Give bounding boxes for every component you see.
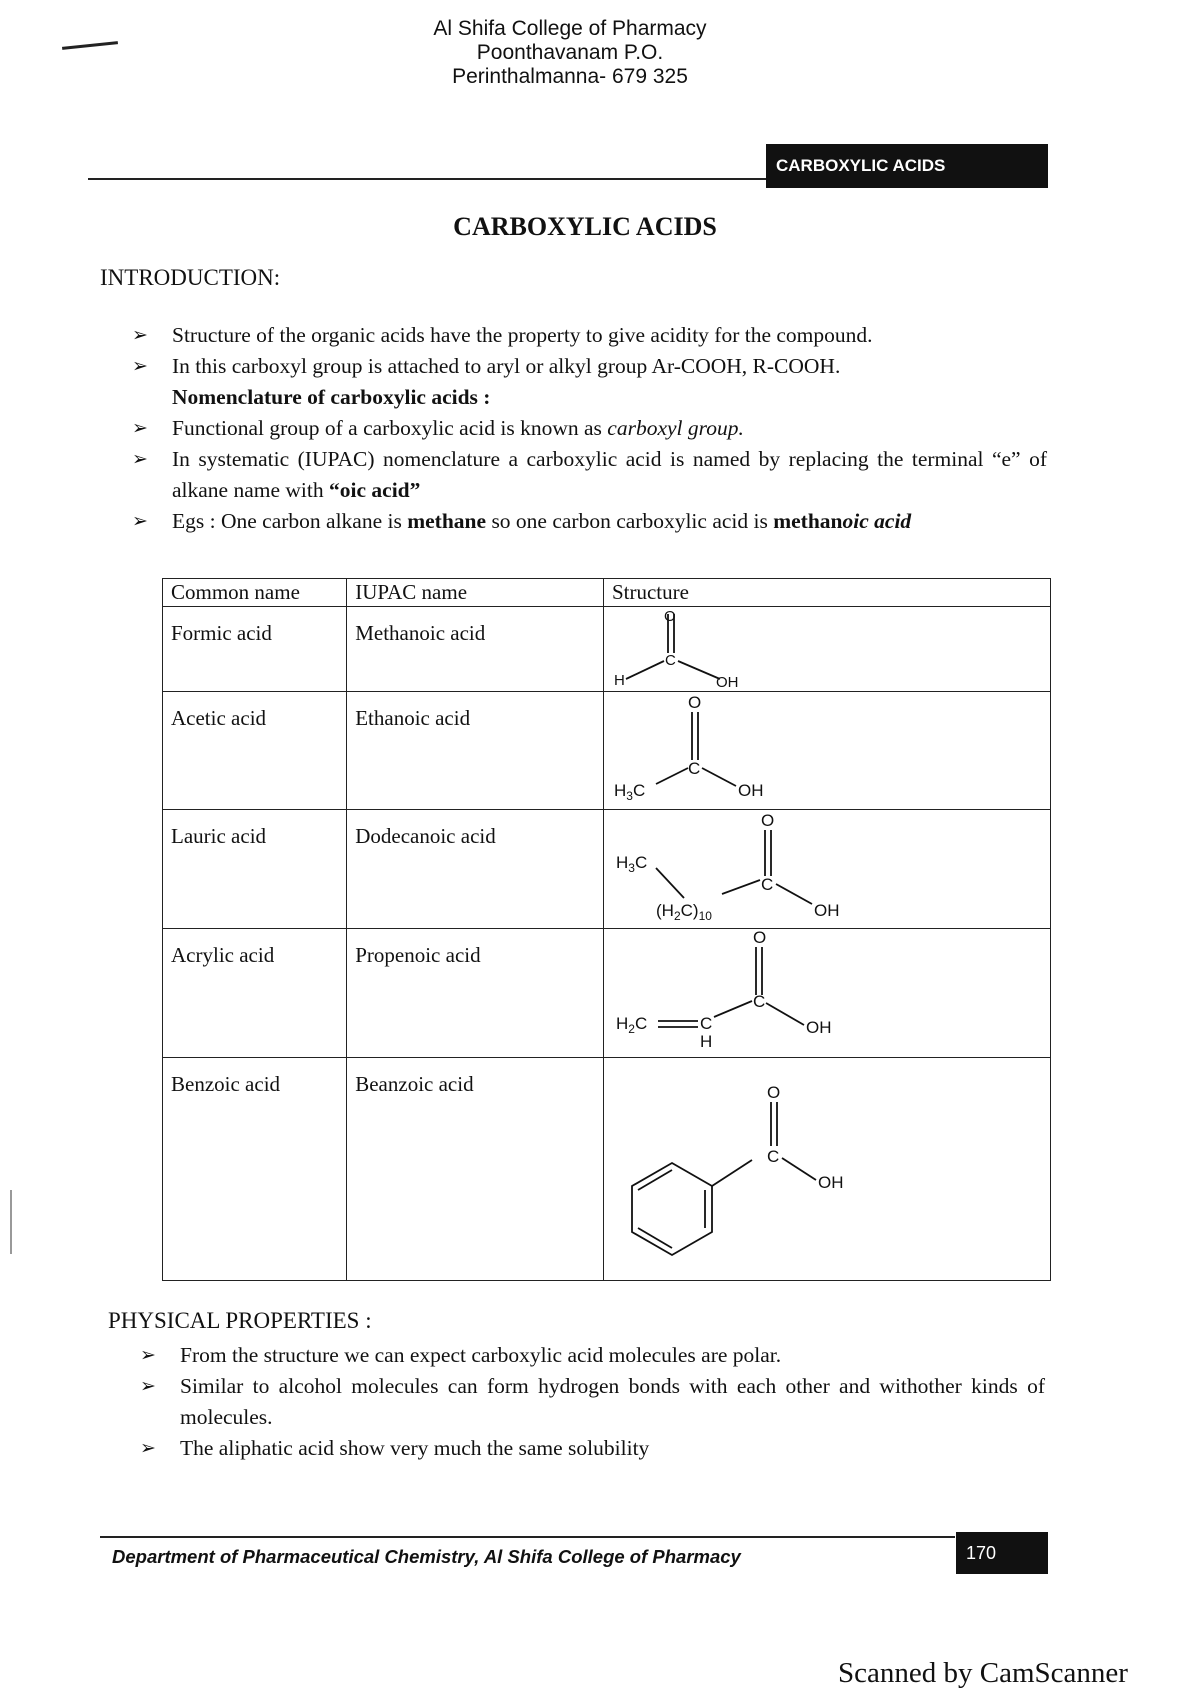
list-item: ➢ From the structure we can expect carboxylic acid molecules are polar. [140,1340,1045,1371]
common-name-cell: Formic acid [163,607,347,692]
structure-cell [603,607,1050,692]
list-item: ➢ Similar to alcohol molecules can form hydrogen bonds with each other and withother kinds of molecules. [140,1371,1045,1433]
column-header-iupac: IUPAC name [347,579,604,607]
list-item: ➢ Structure of the organic acids have the property to give acidity for the compound. [132,320,1047,351]
arrow-bullet-icon: ➢ [140,1437,156,1459]
list-item: ➢ Functional group of a carboxylic acid is known as carboxyl group. [132,413,1047,444]
header-rule [88,178,768,180]
structure-cell [603,810,1050,929]
common-name-cell: Benzoic acid [163,1058,347,1281]
svg-text:C: C [760,875,774,894]
carbon-label: C [664,652,676,669]
footer-rule [100,1536,955,1538]
iupac-name-cell: Propenoic acid [347,929,604,1058]
college-address: Poonthavanam P.O. [476,41,664,64]
table-row [163,929,1051,1058]
table-row [163,607,1051,692]
footer-department: Department of Pharmaceutical Chemistry, Al Shifa College of Pharmacy [112,1546,741,1567]
arrow-bullet-icon: ➢ [140,1344,156,1366]
acids-table [162,578,1051,1281]
iupac-name-cell: Beanzoic acid [347,1058,604,1281]
arrow-bullet-icon: ➢ [132,448,148,470]
scanner-watermark: Scanned by CamScanner [838,1657,1128,1689]
list-item: ➢ In systematic (IUPAC) nomenclature a carboxylic acid is named by replacing the terminal “e” of alkane name with “oic acid” [132,444,1047,506]
svg-text:H: H [699,1032,713,1051]
svg-text:OH: OH [817,1173,844,1192]
table-row [163,1058,1051,1281]
methyl-label: $H_3C$ [615,853,648,875]
column-header-structure: Structure [603,579,1050,607]
physical-properties-list [140,1340,1045,1464]
svg-text:O: O [766,1083,781,1102]
list-item: ➢ The aliphatic acid show very much the same solubility [140,1433,1045,1464]
introduction-heading: INTRODUCTION: [100,265,281,290]
column-header-common: Common name [163,579,347,607]
introduction-list [132,320,1047,537]
hydroxyl-label: OH [715,674,739,691]
svg-text:OH: OH [805,1018,832,1037]
arrow-bullet-icon: ➢ [132,355,148,377]
table-header-row [163,579,1051,607]
arrow-bullet-icon: ➢ [132,324,148,346]
arrow-bullet-icon: ➢ [140,1375,156,1397]
common-name-cell: Acrylic acid [163,929,347,1058]
oxygen-label: O [663,608,676,625]
formic-acid-structure [604,607,1050,691]
page-number: 170 [956,1532,1048,1574]
list-item: ➢ Egs : One carbon alkane is methane so one carbon carboxylic acid is methanoic acid [132,506,1047,537]
arrow-bullet-icon: ➢ [132,510,148,532]
svg-text:C: C [699,1014,713,1033]
methylene-chain-label: $(H_2C)_{10}$ [655,901,712,923]
hydrogen-label: H [613,672,625,689]
chapter-tag: CARBOXYLIC ACIDS [766,144,1048,188]
svg-text:O: O [752,929,767,947]
nomenclature-heading: Nomenclature of carboxylic acids : [172,385,491,409]
structure-cell [603,692,1050,810]
svg-text:C: C [766,1147,780,1166]
iupac-name-cell: Methanoic acid [347,607,604,692]
iupac-name-cell: Ethanoic acid [347,692,604,810]
svg-text:OH: OH [737,781,764,800]
benzoic-acid-structure [604,1058,1050,1280]
table-row [163,810,1051,929]
svg-text:O: O [760,811,775,830]
structure-cell [603,929,1050,1058]
lauric-acid-structure [604,810,1050,928]
svg-text:O: O [687,693,702,712]
acrylic-acid-structure [604,929,1050,1057]
iupac-name-cell: Dodecanoic acid [347,810,604,929]
svg-text:OH: OH [813,901,840,920]
physical-properties-heading: PHYSICAL PROPERTIES : [108,1308,372,1333]
scan-edge-mark [10,1190,12,1254]
svg-text:C: C [752,992,766,1011]
page-title: CARBOXYLIC ACIDS [453,212,717,241]
methyl-label: $H_3C$ [613,781,646,803]
svg-text:C: C [687,759,701,778]
college-name: Al Shifa College of Pharmacy [433,17,707,40]
arrow-bullet-icon: ➢ [132,417,148,439]
common-name-cell: Acetic acid [163,692,347,810]
acetic-acid-structure [604,692,1050,809]
college-city: Perinthalmanna- 679 325 [452,65,688,88]
vinyl-label: $H_2C$ [615,1014,648,1036]
list-item: ➢ In this carboxyl group is attached to aryl or alkyl group Ar-COOH, R-COOH. [132,351,1047,382]
common-name-cell: Lauric acid [163,810,347,929]
structure-cell [603,1058,1050,1281]
table-row [163,692,1051,810]
